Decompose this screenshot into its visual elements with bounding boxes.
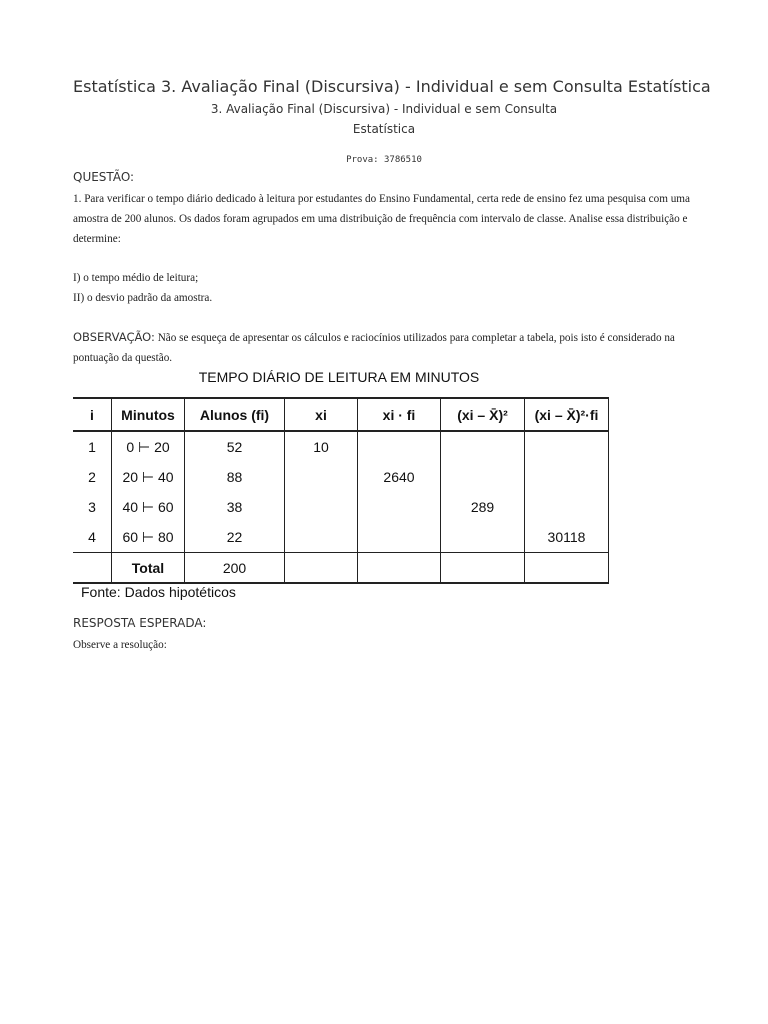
table-cell: 88 (185, 462, 285, 492)
col-header-deviation-squared: (xi – X̄)² (441, 398, 525, 431)
table-title: TEMPO DIÁRIO DE LEITURA EM MINUTOS (198, 369, 480, 385)
table-cell: 40 ⊢ 60 (112, 492, 185, 522)
exam-id: Prova: 3786510 (346, 155, 422, 165)
table-row (73, 492, 609, 522)
table-row (73, 462, 609, 492)
table-cell: 30118 (525, 522, 609, 553)
total-label: Total (112, 553, 185, 584)
table-cell: 289 (441, 492, 525, 522)
table-cell (285, 462, 358, 492)
col-header-alunos: Alunos (fi) (185, 398, 285, 431)
observation-label: OBSERVAÇÃO: (73, 330, 155, 344)
table-row (73, 431, 609, 462)
table-cell (525, 553, 609, 584)
table-cell: 52 (185, 431, 285, 462)
col-header-i: i (73, 398, 112, 431)
table-cell: 60 ⊢ 80 (112, 522, 185, 553)
table-cell (441, 522, 525, 553)
question-item-2: II) o desvio padrão da amostra. (73, 292, 213, 304)
answer-heading: RESPOSTA ESPERADA: (73, 616, 207, 630)
table-cell (441, 431, 525, 462)
table-total-row (73, 553, 609, 584)
table-cell: 3 (73, 492, 112, 522)
table-cell: 22 (185, 522, 285, 553)
table-source: Fonte: Dados hipotéticos (81, 584, 236, 600)
table-cell (525, 492, 609, 522)
col-header-deviation-squared-fi: (xi – X̄)²·fi (525, 398, 609, 431)
col-header-xi: xi (285, 398, 358, 431)
question-text: 1. Para verificar o tempo diário dedicado à leitura por estudantes do Ensino Fundamental, certa rede de ensino fez uma pesquisa com uma amostra de 200 alunos. Os dados foram agrupados em uma distribuição de frequência com intervalo de classe. Analise essa distribuição e determine: (73, 193, 690, 245)
table-cell: 38 (185, 492, 285, 522)
table-cell (285, 492, 358, 522)
total-value: 200 (185, 553, 285, 584)
table-cell (285, 553, 358, 584)
observation-text: Não se esqueça de apresentar os cálculos e raciocínios utilizados para completar a tabela, pois isto é considerado na pontuação da questão. (73, 332, 675, 364)
table-cell (358, 522, 441, 553)
table-cell (525, 431, 609, 462)
table-header-row (73, 398, 609, 431)
subtitle-line-2: Estatística (352, 122, 416, 136)
frequency-table (73, 397, 609, 584)
answer-text: Observe a resolução: (73, 639, 167, 651)
table-cell: 1 (73, 431, 112, 462)
table-cell (358, 553, 441, 584)
observation (73, 327, 703, 368)
table-row (73, 522, 609, 553)
table-cell (441, 553, 525, 584)
table-cell (73, 553, 112, 584)
document-title: Estatística 3. Avaliação Final (Discursiva) - Individual e sem Consulta Estatística (73, 77, 711, 96)
table-cell (525, 462, 609, 492)
table-cell: 20 ⊢ 40 (112, 462, 185, 492)
table-cell (441, 462, 525, 492)
table-cell (358, 431, 441, 462)
subtitle-line-1: 3. Avaliação Final (Discursiva) - Individual e sem Consulta (210, 102, 558, 116)
table-cell (358, 492, 441, 522)
table-cell: 0 ⊢ 20 (112, 431, 185, 462)
table-cell: 10 (285, 431, 358, 462)
table-cell (285, 522, 358, 553)
question-heading: QUESTÃO: (73, 170, 135, 184)
table-cell: 4 (73, 522, 112, 553)
table-cell: 2640 (358, 462, 441, 492)
question-item-1: I) o tempo médio de leitura; (73, 272, 199, 284)
col-header-minutos: Minutos (112, 398, 185, 431)
col-header-xi-fi: xi · fi (358, 398, 441, 431)
table-cell: 2 (73, 462, 112, 492)
